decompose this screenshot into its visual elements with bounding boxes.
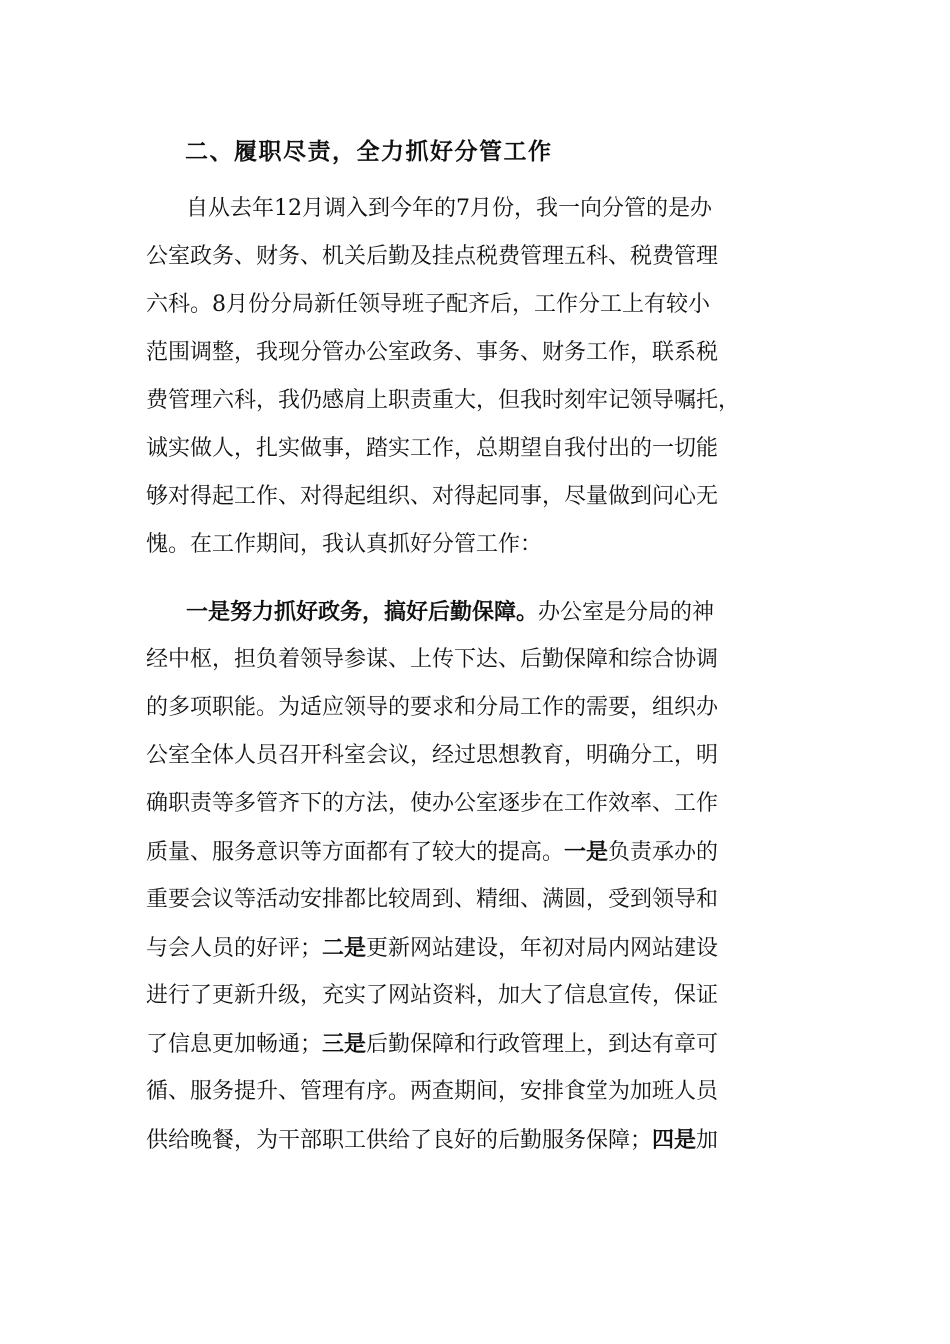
text-run: 供给晚餐，为干部职工供给了良好的后勤服务保障；	[146, 1128, 653, 1153]
ordinal-marker-4: 四是	[652, 1127, 697, 1153]
paragraph-1-line-1: 自从去年12月调入到今年的7月份，我一向分管的是办	[186, 196, 712, 221]
ordinal-marker-1: 一是	[564, 839, 609, 865]
text-run: 与会人员的好评；	[146, 936, 323, 961]
section-heading: 二、履职尽责，全力抓好分管工作	[185, 138, 553, 165]
paragraph-2-line-3: 的多项职能。为适应领导的要求和分局工作的需要，组织办	[146, 695, 719, 720]
paragraph-1-line-5: 费管理六科，我仍感肩上职责重大，但我时刻牢记领导嘱托，	[146, 388, 741, 413]
paragraph-2-line-11: 循、服务提升、管理有序。两查期间，安排食堂为加班人员	[146, 1079, 719, 1104]
paragraph-1-line-7: 够对得起工作、对得起组织、对得起同事，尽量做到问心无	[146, 484, 719, 509]
paragraph-2-lead-text: 办公室是分局的神	[538, 600, 715, 625]
paragraph-2-line-7: 重要会议等活动安排都比较周到、精细、满圆，受到领导和	[146, 887, 719, 912]
text-run: 后勤保障和行政管理上，到达有章可	[366, 1032, 719, 1057]
text-run: 负责承办的	[608, 840, 719, 865]
paragraph-1-line-6: 诚实做人，扎实做事，踏实工作，总期望自我付出的一切能	[146, 436, 719, 461]
paragraph-2-line-6	[146, 833, 718, 872]
paragraph-1-line-2: 公室政务、财务、机关后勤及挂点税费管理五科、税费管理	[146, 244, 719, 269]
ordinal-marker-3: 三是	[322, 1031, 367, 1057]
text-run: 加	[696, 1128, 719, 1153]
paragraph-2-line-12	[146, 1121, 718, 1160]
paragraph-1-line-3: 六科。8月份分局新任领导班子配齐后，工作分工上有较小	[146, 292, 710, 317]
text-run: 了信息更加畅通；	[146, 1032, 323, 1057]
paragraph-2-line-10	[146, 1025, 718, 1064]
paragraph-2-line-8	[146, 929, 718, 968]
paragraph-2-line-1	[186, 593, 714, 632]
ordinal-marker-2: 二是	[322, 935, 367, 961]
paragraph-2-line-4: 公室全体人员召开科室会议，经过思想教育，明确分工，明	[146, 743, 719, 768]
paragraph-1-line-4: 范围调整，我现分管办公室政务、事务、财务工作，联系税	[146, 340, 719, 365]
text-run: 更新网站建设，年初对局内网站建设	[366, 936, 719, 961]
paragraph-1-line-8: 愧。在工作期间，我认真抓好分管工作：	[146, 532, 543, 557]
paragraph-2-line-2: 经中枢，担负着领导参谋、上传下达、后勤保障和综合协调	[146, 647, 719, 672]
paragraph-2-lead-heading: 一是努力抓好政务，搞好后勤保障。	[186, 599, 539, 625]
text-run: 质量、服务意识等方面都有了较大的提高。	[146, 840, 565, 865]
paragraph-2-line-9: 进行了更新升级，充实了网站资料，加大了信息宣传，保证	[146, 983, 719, 1008]
paragraph-2-line-5: 确职责等多管齐下的方法，使办公室逐步在工作效率、工作	[146, 791, 719, 816]
